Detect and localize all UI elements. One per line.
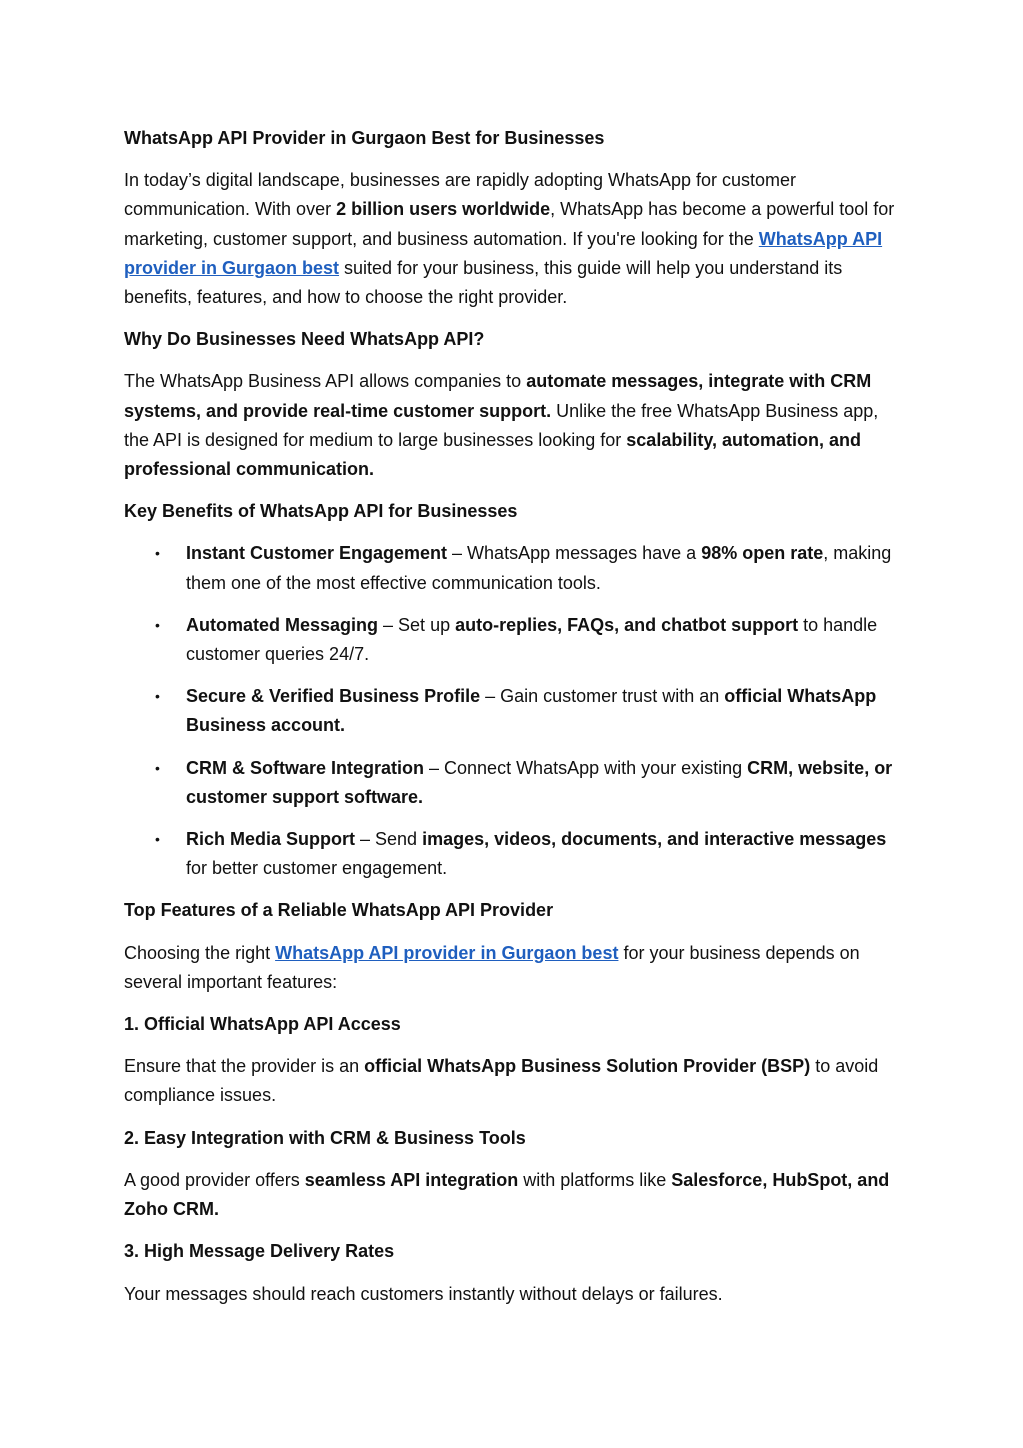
why-heading: Why Do Businesses Need WhatsApp API?	[124, 329, 485, 350]
feature-2-bold-1: seamless API integration	[304, 1169, 519, 1190]
feature-2-bold-2: Salesforce, HubSpot, and Zoho CRM.	[124, 1169, 890, 1220]
benefit-text: – WhatsApp messages have a	[447, 543, 702, 564]
feature-1-heading: 1. Official WhatsApp API Access	[124, 1014, 401, 1035]
intro-bold-1: 2 billion users worldwide	[336, 199, 551, 220]
benefit-title: Automated Messaging	[186, 614, 379, 635]
bullet-icon: •	[155, 545, 160, 562]
benefit-text: – Connect WhatsApp with your existing	[424, 757, 748, 778]
benefits-list	[124, 539, 896, 883]
benefit-text-end: for better customer engagement.	[186, 858, 448, 879]
feature-3-text-1: Your messages should reach customers instantly without delays or failures.	[124, 1283, 723, 1304]
benefit-text: – Gain customer trust with an	[480, 686, 725, 707]
intro-text-2: , WhatsApp has become a powerful tool for marketing, customer support, and business automation. If you're looking for the	[124, 199, 895, 249]
benefit-bold: auto-replies, FAQs, and chatbot support	[455, 614, 799, 635]
intro-text-1: In today’s digital landscape, businesses are rapidly adopting WhatsApp for customer communication. With over	[124, 170, 797, 220]
benefit-title: Rich Media Support	[186, 829, 356, 850]
intro-text-3: suited for your business, this guide will help you understand its benefits, features, and how to choose the right provider.	[124, 257, 843, 308]
benefit-bold: official WhatsApp Business account.	[186, 686, 877, 736]
provider-link-features[interactable]: WhatsApp API provider in Gurgaon best	[275, 942, 619, 963]
features-text-2: for your business depends on several important features:	[124, 942, 860, 992]
bullet-icon: •	[155, 831, 160, 848]
why-bold-2: scalability, automation, and professional communication.	[124, 429, 861, 480]
benefit-bold: images, videos, documents, and interactive messages	[422, 829, 887, 850]
why-text-2: Unlike the free WhatsApp Business app, the API is designed for medium to large businesses looking for	[124, 400, 879, 450]
benefit-text: – Send	[355, 829, 423, 850]
feature-2-text-1: A good provider offers	[124, 1169, 305, 1190]
features-text-1: Choosing the right	[124, 942, 276, 963]
bullet-icon: •	[155, 688, 160, 705]
benefit-title: Secure & Verified Business Profile	[186, 686, 481, 707]
why-bold-1: automate messages, integrate with CRM systems, and provide real-time customer support.	[124, 371, 872, 421]
features-heading: Top Features of a Reliable WhatsApp API Provider	[124, 900, 554, 921]
feature-1-bold: official WhatsApp Business Solution Provider (BSP)	[364, 1056, 811, 1077]
bullet-icon: •	[155, 616, 160, 633]
benefit-bold: 98% open rate	[701, 543, 824, 564]
feature-2-heading: 2. Easy Integration with CRM & Business Tools	[124, 1127, 526, 1148]
feature-3-paragraph	[124, 1280, 896, 1309]
document-page	[124, 124, 896, 1322]
feature-3-heading: 3. High Message Delivery Rates	[124, 1241, 395, 1262]
benefit-title: Instant Customer Engagement	[186, 543, 448, 564]
benefit-title: CRM & Software Integration	[186, 757, 425, 778]
provider-link-intro[interactable]: WhatsApp API provider in Gurgaon best	[124, 228, 883, 278]
list-item	[155, 611, 896, 669]
list-item	[155, 754, 896, 812]
list-item	[155, 682, 896, 740]
benefits-heading: Key Benefits of WhatsApp API for Businesses	[124, 501, 518, 522]
feature-1-text-1: Ensure that the provider is an	[124, 1056, 365, 1077]
why-text-1: The WhatsApp Business API allows companies to	[124, 371, 527, 392]
document-title: WhatsApp API Provider in Gurgaon Best for Businesses	[124, 128, 605, 148]
feature-2-text-2: with platforms like	[518, 1169, 672, 1190]
benefit-text: – Set up	[378, 614, 456, 635]
bullet-icon: •	[155, 759, 160, 776]
feature-1-text-2: to avoid compliance issues.	[124, 1056, 879, 1106]
benefit-bold: CRM, website, or customer support software.	[186, 757, 893, 807]
features-paragraph	[124, 939, 896, 997]
intro-paragraph	[124, 166, 896, 312]
why-paragraph	[124, 367, 896, 484]
list-item	[155, 825, 896, 883]
feature-2-paragraph	[124, 1166, 896, 1224]
list-item	[155, 539, 896, 597]
benefit-text-end: to handle customer queries 24/7.	[186, 614, 878, 665]
benefit-text-end: , making them one of the most effective communication tools.	[186, 543, 892, 593]
feature-1-paragraph	[124, 1052, 896, 1110]
